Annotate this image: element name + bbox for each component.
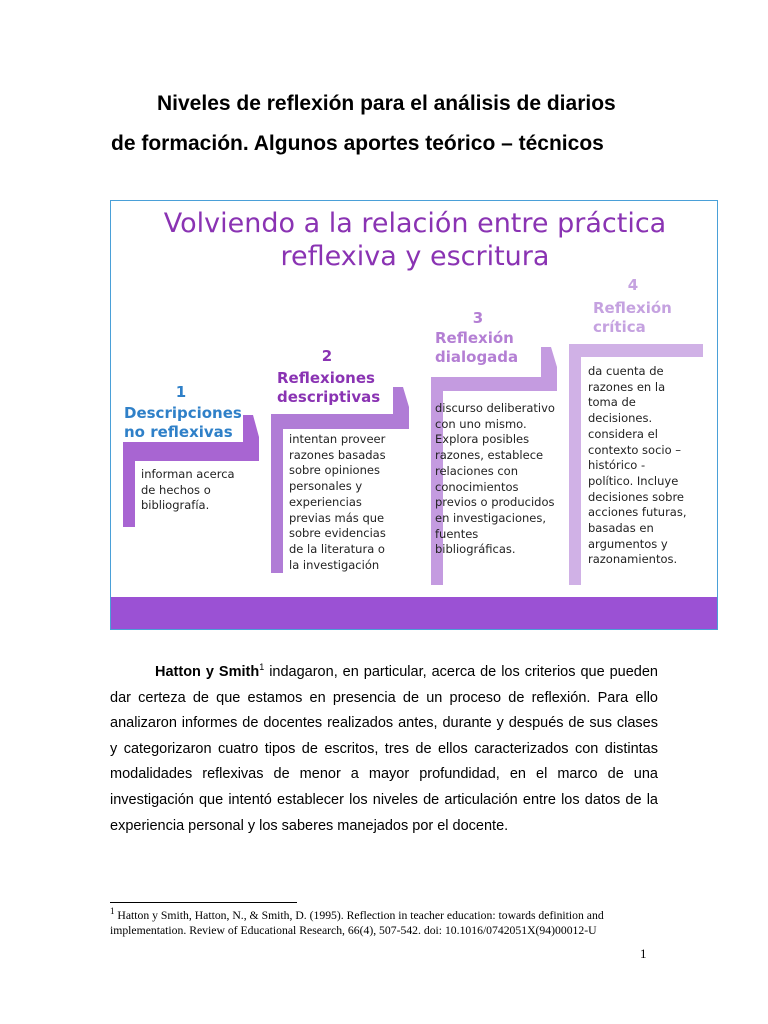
level-2-name-line-2: descriptivas	[277, 388, 381, 406]
level-2-desc-line: sobre evidencias	[289, 526, 386, 541]
footnote-separator	[110, 902, 297, 903]
level-4-desc-line: decisiones.	[588, 411, 653, 426]
level-3-desc-line: Explora posibles	[435, 432, 530, 447]
level-1-name-line-2: no reflexivas	[124, 423, 233, 441]
level-3-desc-line: en investigaciones,	[435, 510, 546, 525]
page-number: 1	[640, 946, 647, 961]
reflection-levels-figure	[110, 200, 718, 630]
level-2-number: 2	[321, 347, 333, 365]
level-4-number: 4	[627, 276, 639, 294]
level-4-desc-line: da cuenta de	[588, 364, 664, 378]
level-2-desc-line: sobre opiniones	[289, 463, 380, 478]
level-2-desc-line: razones basadas	[289, 447, 386, 462]
level-3-desc-line: con uno mismo.	[435, 416, 527, 431]
level-1-name-line-1: Descripciones	[124, 404, 242, 422]
level-4-desc-line: político. Incluye	[588, 473, 679, 488]
level-4-name-line-1: Reflexión	[593, 299, 672, 317]
level-4-desc-line: toma de	[588, 395, 636, 410]
level-4-description	[588, 364, 687, 568]
figure-title-line-2: reflexiva y escritura	[280, 241, 550, 272]
level-3-description	[435, 401, 555, 558]
footnote-mark: 1	[110, 906, 115, 917]
footnote-text: Hatton y Smith, Hatton, N., & Smith, D. (1995). Reflection in teacher education: towards definition and implementation. Review of Educational Research, 66(4), 507-542. doi: 10.1016/0742051X(94)00012-U	[110, 909, 604, 937]
figure-title	[111, 207, 719, 273]
level-1-name	[124, 404, 242, 442]
level-4-desc-line: acciones futuras,	[588, 505, 687, 520]
level-4-name-line-2: crítica	[593, 318, 646, 336]
level-3-desc-line: conocimientos	[435, 479, 519, 494]
figure-title-line-1: Volviendo a la relación entre práctica	[163, 208, 667, 239]
level-2-desc-line: de la literatura o	[289, 541, 385, 556]
level-2-desc-line: experiencias	[289, 494, 362, 509]
level-4-desc-line: decisiones sobre	[588, 489, 685, 504]
document-title	[0, 84, 768, 164]
body-paragraph	[110, 660, 658, 839]
figure-footer-band	[111, 597, 717, 629]
level-2-desc-line: previas más que	[289, 510, 385, 525]
level-2-desc-line: personales y	[289, 479, 363, 494]
author-names: Hatton y Smith	[155, 664, 260, 680]
level-4-desc-line: argumentos y	[588, 536, 668, 551]
level-4-desc-line: contexto socio –	[588, 442, 682, 457]
level-4-desc-line: considera el	[588, 426, 658, 441]
level-3-desc-line: razones, establece	[435, 448, 544, 463]
level-1-desc-line: informan acerca	[141, 467, 235, 481]
document-title-line-2: de formación. Algunos aportes teórico – técnicos	[111, 132, 604, 155]
level-4-desc-line: razonamientos.	[588, 552, 678, 567]
level-1-desc-line: de hechos o	[141, 482, 211, 497]
level-2-description	[289, 432, 386, 573]
level-4-desc-line: basadas en	[588, 521, 654, 536]
level-4-desc-line: razones en la	[588, 379, 666, 394]
level-2-desc-line: la investigación	[289, 557, 380, 572]
level-1-number: 1	[175, 383, 187, 401]
level-3-number: 3	[472, 309, 484, 327]
level-3-desc-line: relaciones con	[435, 463, 519, 478]
level-4-desc-line: histórico -	[588, 458, 646, 473]
level-3-desc-line: bibliográficas.	[435, 542, 516, 557]
level-3-name-line-1: Reflexión	[435, 329, 514, 347]
footnote	[110, 908, 658, 938]
document-title-line-1: Niveles de reflexión para el análisis de diarios	[157, 92, 616, 115]
level-1-description	[141, 467, 235, 514]
level-2-name-line-1: Reflexiones	[277, 369, 375, 387]
level-1-desc-line: bibliografía.	[141, 498, 210, 513]
level-3-desc-line: previos o producidos	[435, 495, 555, 510]
paragraph-text: indagaron, en particular, acerca de los criterios que pueden dar certeza de que estamos en presencia de un proceso de reflexión. Para ello analizaron informes de docentes realizados antes, durante y después de sus clases y categorizaron cuatro tipos de escritos, tres de ellos caracterizados con distintas modalidades reflexivas de menor a mayor profundidad, en el marco de una investigación que intentó establecer los niveles de articulación entre los datos de la experiencia personal y los saberes manejados por el docente.	[110, 664, 658, 834]
level-3-desc-line: fuentes	[435, 526, 479, 541]
level-2-name	[277, 369, 380, 407]
level-4-name	[593, 299, 672, 337]
level-2-desc-line: intentan proveer	[289, 432, 386, 446]
level-3-desc-line: discurso deliberativo	[435, 401, 555, 415]
level-3-name-line-2: dialogada	[435, 348, 519, 366]
footnote-reference[interactable]: 1	[259, 662, 265, 673]
level-3-name	[435, 329, 518, 367]
